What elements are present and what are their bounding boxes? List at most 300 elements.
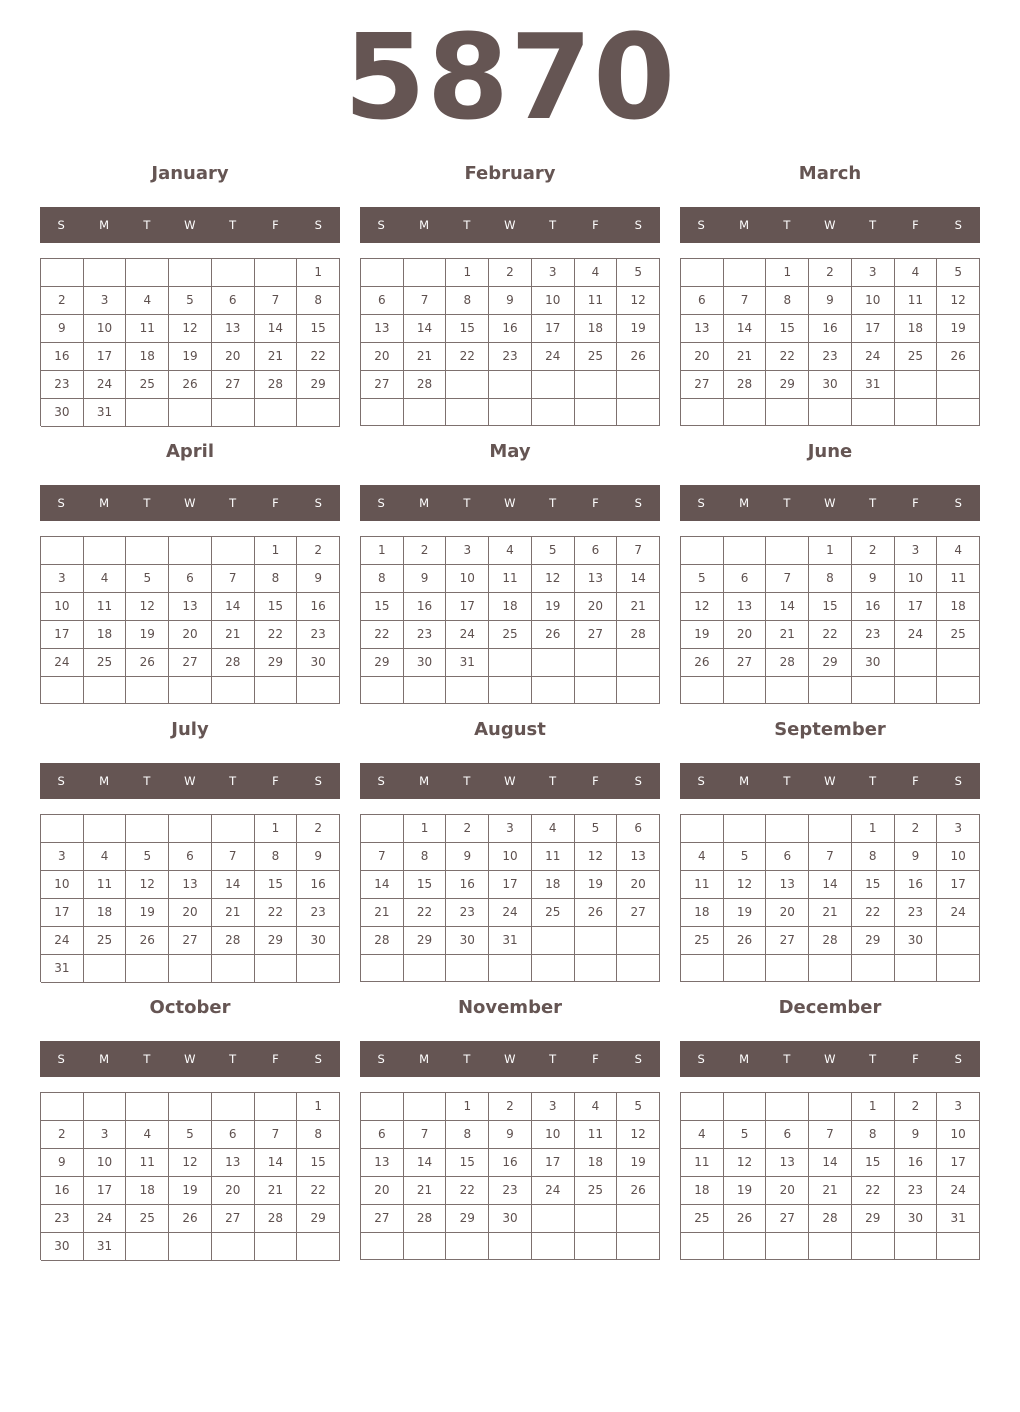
day-cell: 10 xyxy=(41,871,84,899)
day-cell: 14 xyxy=(809,1149,852,1177)
day-cell: 2 xyxy=(297,537,340,565)
weekday-header-bar xyxy=(680,763,980,799)
day-cell: 24 xyxy=(937,899,980,927)
day-cell: 15 xyxy=(361,593,404,621)
day-cell: 6 xyxy=(766,1121,809,1149)
day-cell: 4 xyxy=(937,537,980,565)
day-cell: 21 xyxy=(617,593,660,621)
weekday-header: W xyxy=(184,496,196,510)
day-cell: 1 xyxy=(255,537,298,565)
day-cell xyxy=(404,955,447,982)
weekday-header: M xyxy=(99,1052,110,1066)
day-cell xyxy=(575,1205,618,1233)
day-cell: 4 xyxy=(681,843,724,871)
day-cell: 30 xyxy=(895,927,938,955)
day-cell: 14 xyxy=(361,871,404,899)
weekday-header: F xyxy=(592,218,600,232)
day-cell xyxy=(41,815,84,843)
day-cell: 16 xyxy=(809,315,852,343)
day-cell: 14 xyxy=(255,1149,298,1177)
day-cell: 9 xyxy=(489,287,532,315)
day-cell: 4 xyxy=(84,565,127,593)
day-cell: 15 xyxy=(446,1149,489,1177)
day-cell: 22 xyxy=(255,621,298,649)
weekday-header: F xyxy=(272,218,280,232)
day-cell xyxy=(446,955,489,982)
day-cell: 10 xyxy=(41,593,84,621)
day-cell xyxy=(809,399,852,426)
day-cell: 19 xyxy=(937,315,980,343)
day-cell: 13 xyxy=(724,593,767,621)
day-cell: 9 xyxy=(446,843,489,871)
day-cell: 30 xyxy=(489,1205,532,1233)
day-cell: 13 xyxy=(766,871,809,899)
day-cell: 5 xyxy=(169,287,212,315)
day-cell: 14 xyxy=(404,315,447,343)
day-cell: 26 xyxy=(724,1205,767,1233)
day-cell: 15 xyxy=(404,871,447,899)
day-cell: 30 xyxy=(41,399,84,427)
weekday-header: T xyxy=(783,218,791,232)
day-cell: 19 xyxy=(724,1177,767,1205)
day-cell: 16 xyxy=(297,871,340,899)
day-cell: 25 xyxy=(84,927,127,955)
day-cell: 30 xyxy=(446,927,489,955)
day-cell xyxy=(212,259,255,287)
day-cell: 30 xyxy=(404,649,447,677)
day-cell xyxy=(852,955,895,982)
day-cell xyxy=(169,399,212,427)
day-cell xyxy=(575,927,618,955)
day-cell: 15 xyxy=(766,315,809,343)
day-cell: 25 xyxy=(489,621,532,649)
weekday-header: M xyxy=(419,218,430,232)
day-cell: 8 xyxy=(404,843,447,871)
day-cell: 3 xyxy=(532,1093,575,1121)
day-cell xyxy=(681,1093,724,1121)
day-cell xyxy=(681,955,724,982)
day-cell xyxy=(617,955,660,982)
day-cell: 7 xyxy=(255,287,298,315)
day-cell: 13 xyxy=(169,871,212,899)
day-cell: 17 xyxy=(41,899,84,927)
day-cell: 10 xyxy=(852,287,895,315)
weekday-header: M xyxy=(99,496,110,510)
day-cell: 14 xyxy=(617,565,660,593)
day-cell xyxy=(681,537,724,565)
day-cell: 26 xyxy=(126,927,169,955)
day-cell: 10 xyxy=(895,565,938,593)
day-cell: 9 xyxy=(895,843,938,871)
day-cell: 27 xyxy=(617,899,660,927)
day-cell: 3 xyxy=(41,565,84,593)
weekday-header: S xyxy=(697,774,706,788)
day-cell: 12 xyxy=(617,1121,660,1149)
weekday-header: T xyxy=(869,218,877,232)
day-cell xyxy=(169,259,212,287)
day-cell: 27 xyxy=(681,371,724,399)
day-cell xyxy=(895,1233,938,1260)
day-cell xyxy=(532,399,575,426)
day-cell: 18 xyxy=(681,899,724,927)
day-cell: 19 xyxy=(617,1149,660,1177)
day-cell: 2 xyxy=(895,1093,938,1121)
day-cell: 24 xyxy=(937,1177,980,1205)
weekday-header-bar xyxy=(680,1041,980,1077)
day-cell: 9 xyxy=(41,315,84,343)
day-cell: 27 xyxy=(169,649,212,677)
day-cell: 22 xyxy=(446,343,489,371)
day-cell: 3 xyxy=(852,259,895,287)
day-cell xyxy=(126,815,169,843)
day-cell: 28 xyxy=(724,371,767,399)
day-cell xyxy=(84,815,127,843)
weekday-header: T xyxy=(549,218,557,232)
day-cell: 21 xyxy=(809,899,852,927)
day-cell: 3 xyxy=(489,815,532,843)
day-cell: 11 xyxy=(575,287,618,315)
day-cell: 20 xyxy=(724,621,767,649)
day-cell xyxy=(895,955,938,982)
weekday-header-bar xyxy=(680,485,980,521)
day-cell: 24 xyxy=(41,649,84,677)
day-cell: 28 xyxy=(404,371,447,399)
day-cell xyxy=(681,399,724,426)
day-cell: 10 xyxy=(84,315,127,343)
day-cell: 18 xyxy=(532,871,575,899)
weekday-header: S xyxy=(634,774,643,788)
day-cell xyxy=(297,399,340,427)
day-cell: 5 xyxy=(126,565,169,593)
day-cell: 5 xyxy=(126,843,169,871)
day-cell: 29 xyxy=(297,1205,340,1233)
weekday-header: T xyxy=(229,218,237,232)
day-cell: 26 xyxy=(169,371,212,399)
day-cell: 31 xyxy=(852,371,895,399)
weekday-header: M xyxy=(739,496,750,510)
day-cell: 9 xyxy=(41,1149,84,1177)
day-cell xyxy=(681,259,724,287)
day-cell: 20 xyxy=(766,1177,809,1205)
day-cell: 14 xyxy=(212,871,255,899)
day-cell: 11 xyxy=(532,843,575,871)
day-cell: 16 xyxy=(446,871,489,899)
day-cell: 2 xyxy=(809,259,852,287)
day-cell: 13 xyxy=(361,1149,404,1177)
day-cell: 27 xyxy=(212,1205,255,1233)
day-cell: 29 xyxy=(852,927,895,955)
day-cell xyxy=(937,927,980,955)
day-cell xyxy=(937,955,980,982)
day-cell: 1 xyxy=(766,259,809,287)
weekday-header: T xyxy=(549,496,557,510)
day-grid xyxy=(40,536,340,704)
day-cell: 24 xyxy=(852,343,895,371)
weekday-header: T xyxy=(549,774,557,788)
day-cell: 17 xyxy=(852,315,895,343)
day-cell: 6 xyxy=(575,537,618,565)
day-cell xyxy=(681,677,724,704)
day-cell xyxy=(404,1233,447,1260)
day-cell xyxy=(809,1093,852,1121)
day-cell xyxy=(169,815,212,843)
day-cell xyxy=(724,537,767,565)
day-cell: 2 xyxy=(852,537,895,565)
day-cell xyxy=(937,371,980,399)
weekday-header-bar xyxy=(40,485,340,521)
day-cell: 12 xyxy=(617,287,660,315)
day-cell: 17 xyxy=(532,1149,575,1177)
day-cell xyxy=(532,927,575,955)
weekday-header: S xyxy=(954,774,963,788)
day-cell: 7 xyxy=(404,1121,447,1149)
day-cell: 14 xyxy=(255,315,298,343)
day-cell: 12 xyxy=(532,565,575,593)
day-cell: 7 xyxy=(255,1121,298,1149)
day-cell: 19 xyxy=(724,899,767,927)
day-cell: 14 xyxy=(766,593,809,621)
weekday-header: T xyxy=(463,496,471,510)
day-cell: 17 xyxy=(895,593,938,621)
weekday-header: S xyxy=(634,218,643,232)
day-cell: 1 xyxy=(852,1093,895,1121)
day-cell: 22 xyxy=(361,621,404,649)
day-cell: 20 xyxy=(169,899,212,927)
weekday-header-bar xyxy=(40,763,340,799)
day-cell xyxy=(169,537,212,565)
day-cell xyxy=(532,1233,575,1260)
day-cell: 15 xyxy=(446,315,489,343)
weekday-header: S xyxy=(314,1052,323,1066)
day-cell: 5 xyxy=(169,1121,212,1149)
day-cell: 10 xyxy=(532,287,575,315)
day-cell: 20 xyxy=(681,343,724,371)
day-cell xyxy=(126,677,169,704)
weekday-header: W xyxy=(504,774,516,788)
day-cell: 30 xyxy=(852,649,895,677)
day-cell xyxy=(575,371,618,399)
weekday-header: T xyxy=(869,1052,877,1066)
day-cell: 26 xyxy=(724,927,767,955)
day-cell: 5 xyxy=(617,1093,660,1121)
day-cell xyxy=(766,1233,809,1260)
day-cell: 4 xyxy=(126,1121,169,1149)
day-cell: 19 xyxy=(126,621,169,649)
weekday-header: S xyxy=(314,218,323,232)
day-cell xyxy=(895,399,938,426)
day-cell: 3 xyxy=(532,259,575,287)
day-cell: 10 xyxy=(532,1121,575,1149)
month-name: March xyxy=(798,163,862,184)
weekday-header: S xyxy=(954,218,963,232)
day-cell: 31 xyxy=(489,927,532,955)
day-cell xyxy=(937,1233,980,1260)
day-cell xyxy=(617,371,660,399)
day-cell: 22 xyxy=(852,1177,895,1205)
day-cell xyxy=(361,955,404,982)
day-cell: 9 xyxy=(297,843,340,871)
weekday-header: F xyxy=(592,496,600,510)
day-cell: 18 xyxy=(126,1177,169,1205)
month-name: May xyxy=(489,441,531,462)
weekday-header: S xyxy=(697,1052,706,1066)
day-cell xyxy=(126,537,169,565)
day-cell: 22 xyxy=(297,343,340,371)
day-cell: 2 xyxy=(489,1093,532,1121)
day-cell: 13 xyxy=(212,1149,255,1177)
day-cell: 22 xyxy=(766,343,809,371)
day-cell: 3 xyxy=(84,287,127,315)
day-cell: 13 xyxy=(212,315,255,343)
day-cell: 22 xyxy=(446,1177,489,1205)
month-name: November xyxy=(457,997,563,1018)
day-cell: 19 xyxy=(169,343,212,371)
day-cell: 4 xyxy=(126,287,169,315)
weekday-header: T xyxy=(869,496,877,510)
weekday-header: F xyxy=(912,774,920,788)
day-cell: 25 xyxy=(126,1205,169,1233)
day-cell: 23 xyxy=(446,899,489,927)
weekday-header: M xyxy=(739,218,750,232)
day-cell xyxy=(575,399,618,426)
day-cell: 17 xyxy=(937,1149,980,1177)
weekday-header-bar xyxy=(360,207,660,243)
day-cell xyxy=(361,815,404,843)
weekday-header: T xyxy=(549,1052,557,1066)
day-cell: 1 xyxy=(255,815,298,843)
weekday-header: W xyxy=(504,218,516,232)
day-cell: 7 xyxy=(212,843,255,871)
day-cell: 22 xyxy=(404,899,447,927)
day-cell: 6 xyxy=(169,843,212,871)
weekday-header: T xyxy=(229,1052,237,1066)
day-cell xyxy=(937,649,980,677)
day-cell: 11 xyxy=(126,1149,169,1177)
day-cell xyxy=(532,1205,575,1233)
day-cell: 12 xyxy=(724,1149,767,1177)
day-cell xyxy=(404,1093,447,1121)
day-cell: 29 xyxy=(255,927,298,955)
day-cell: 17 xyxy=(84,343,127,371)
day-cell xyxy=(809,815,852,843)
day-cell: 31 xyxy=(84,399,127,427)
weekday-header: M xyxy=(739,1052,750,1066)
day-cell: 18 xyxy=(681,1177,724,1205)
weekday-header: T xyxy=(783,496,791,510)
day-cell: 27 xyxy=(212,371,255,399)
day-cell: 28 xyxy=(809,927,852,955)
day-cell: 3 xyxy=(84,1121,127,1149)
day-cell: 7 xyxy=(212,565,255,593)
day-cell: 11 xyxy=(681,871,724,899)
day-cell: 3 xyxy=(937,815,980,843)
day-cell: 24 xyxy=(895,621,938,649)
day-cell: 31 xyxy=(446,649,489,677)
day-cell: 25 xyxy=(575,343,618,371)
day-cell xyxy=(489,1233,532,1260)
day-cell xyxy=(724,677,767,704)
day-cell: 23 xyxy=(489,1177,532,1205)
day-cell: 21 xyxy=(766,621,809,649)
day-cell: 17 xyxy=(41,621,84,649)
day-cell: 19 xyxy=(575,871,618,899)
day-cell xyxy=(212,815,255,843)
day-cell: 11 xyxy=(84,871,127,899)
day-cell xyxy=(575,955,618,982)
day-cell: 1 xyxy=(446,1093,489,1121)
day-cell: 23 xyxy=(41,1205,84,1233)
day-cell: 3 xyxy=(446,537,489,565)
day-grid xyxy=(40,258,340,426)
day-cell: 20 xyxy=(212,343,255,371)
day-cell xyxy=(126,1233,169,1261)
day-cell: 11 xyxy=(84,593,127,621)
day-cell xyxy=(532,677,575,704)
day-grid xyxy=(680,1092,980,1260)
day-cell xyxy=(84,259,127,287)
day-cell: 26 xyxy=(617,1177,660,1205)
day-cell xyxy=(212,1093,255,1121)
day-cell xyxy=(895,649,938,677)
weekday-header: W xyxy=(824,1052,836,1066)
day-cell xyxy=(724,815,767,843)
day-cell: 23 xyxy=(852,621,895,649)
day-cell: 20 xyxy=(766,899,809,927)
month-name: December xyxy=(778,997,882,1018)
day-cell xyxy=(532,955,575,982)
day-cell: 3 xyxy=(895,537,938,565)
day-cell: 7 xyxy=(617,537,660,565)
day-cell: 20 xyxy=(617,871,660,899)
day-cell: 20 xyxy=(212,1177,255,1205)
day-cell: 6 xyxy=(212,287,255,315)
weekday-header: F xyxy=(592,1052,600,1066)
day-cell: 6 xyxy=(617,815,660,843)
day-cell: 18 xyxy=(84,621,127,649)
day-cell: 26 xyxy=(575,899,618,927)
day-cell: 8 xyxy=(852,843,895,871)
day-cell: 4 xyxy=(575,259,618,287)
day-cell: 23 xyxy=(297,621,340,649)
day-cell: 15 xyxy=(809,593,852,621)
day-cell xyxy=(766,955,809,982)
weekday-header: W xyxy=(824,496,836,510)
day-cell: 17 xyxy=(489,871,532,899)
weekday-header: S xyxy=(377,218,386,232)
day-cell: 4 xyxy=(84,843,127,871)
day-cell: 30 xyxy=(895,1205,938,1233)
day-cell: 1 xyxy=(404,815,447,843)
day-cell: 5 xyxy=(617,259,660,287)
weekday-header: S xyxy=(57,774,66,788)
weekday-header: S xyxy=(57,496,66,510)
day-cell: 16 xyxy=(895,1149,938,1177)
day-cell: 5 xyxy=(724,843,767,871)
day-cell: 12 xyxy=(126,871,169,899)
day-cell: 17 xyxy=(937,871,980,899)
day-cell: 21 xyxy=(404,1177,447,1205)
day-cell xyxy=(724,955,767,982)
day-cell xyxy=(724,1233,767,1260)
day-cell: 13 xyxy=(617,843,660,871)
day-cell: 22 xyxy=(297,1177,340,1205)
day-cell xyxy=(852,1233,895,1260)
day-cell: 29 xyxy=(852,1205,895,1233)
day-cell: 25 xyxy=(84,649,127,677)
day-cell xyxy=(84,955,127,983)
weekday-header: T xyxy=(143,1052,151,1066)
day-cell xyxy=(297,677,340,704)
